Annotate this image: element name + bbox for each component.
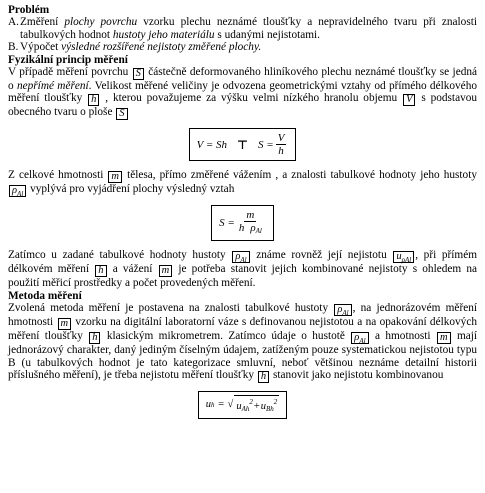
- symbol-rho-al: [334, 304, 351, 316]
- u-glyph: u: [260, 401, 267, 413]
- text-run: , při přímém délkovém měření: [8, 249, 477, 276]
- principle-paragraph-1: [8, 66, 477, 120]
- rho-glyph: ρ: [354, 332, 360, 344]
- u-glyph: u: [236, 401, 242, 413]
- rho-glyph: ρ: [12, 185, 18, 197]
- text-run: stanovit jako nejistotu kombinovanou: [273, 369, 444, 382]
- item-marker: A.: [8, 16, 19, 29]
- principle-paragraph-2: [8, 169, 477, 197]
- fraction-denominator: h: [278, 145, 284, 158]
- text-run: je potřeba stanovit jejich kombinované nejistoty s ohledem na použití měřicí prostředky a počet provedených měření.: [8, 263, 478, 290]
- italic-phrase: výsledné rozšířené nejistoty změřené plochy.: [61, 41, 262, 54]
- symbol-h: h: [258, 371, 269, 383]
- symbol-u-rho: [393, 251, 414, 263]
- symbol-S: S: [133, 68, 144, 80]
- text-run: Zatímco u zadané tabulkové hodnoty hustoty: [8, 249, 226, 262]
- fraction-numerator: m: [246, 209, 255, 222]
- subscript: Al: [240, 256, 247, 265]
- formula-box: [211, 205, 274, 241]
- symbol-rho-al: [9, 185, 26, 197]
- principle-paragraph-3: [8, 249, 477, 289]
- formula-v-eq: V = Sh: [196, 138, 228, 151]
- subscript: Bh: [266, 405, 274, 414]
- subscript: ρAl: [401, 256, 412, 265]
- symbol-h: h: [95, 265, 106, 277]
- formula-s-eq: S =: [258, 138, 274, 151]
- u-glyph: u: [396, 251, 402, 263]
- text-run: Výpočet: [20, 41, 59, 54]
- item-marker: B.: [8, 41, 19, 54]
- text-run: Z celkové hmotnosti: [8, 169, 104, 182]
- text-run: , kterou považujeme za výšku velmi nízkého hranolu objemu: [105, 92, 398, 105]
- text-run: vzorku plechu neznámé tloušťky a nepravidelného tvaru při znalosti tabulkových hodnot: [20, 16, 478, 41]
- text-run: vyplývá pro vyjádření plochy výsledný vztah: [30, 183, 235, 196]
- symbol-h: h: [89, 332, 100, 344]
- symbol-m: m: [159, 265, 173, 277]
- symbol-rho-al: [232, 251, 249, 263]
- symbol-m: m: [108, 171, 122, 183]
- problem-item-b: [8, 41, 477, 53]
- italic-phrase: plochy povrchu: [64, 16, 138, 29]
- den-h: h: [238, 222, 245, 235]
- problem-heading: Problém: [8, 4, 50, 16]
- formula-s-eq: S =: [219, 217, 235, 230]
- equals-sign: =: [217, 399, 225, 411]
- fraction-numerator: V: [277, 132, 285, 145]
- subscript: Al: [255, 227, 262, 236]
- superscript: 2: [273, 398, 278, 407]
- u-glyph: u: [205, 399, 211, 411]
- text-run: V případě měření povrchu: [8, 66, 129, 79]
- text-run: s udanými nejistotami.: [217, 28, 320, 41]
- method-paragraph-1: [8, 302, 477, 383]
- text-run: tělesa, přímo změřené vážením , a znalosti tabulkové hodnoty jeho hustoty: [127, 169, 477, 182]
- text-run: Zvolená metoda měření je postavena na znalosti tabulkové hustoty: [8, 302, 329, 315]
- text-run: mají jednorázový charakter, daný jediným číselným údajem, zatíženým pouze systematickou nejistotou typu B (u tabulkových hodnot je tato kategorizace smluvní, neboť většinou neznáme detailní historii příslušného měření), je třeba nejistotu měření tloušťky: [8, 330, 478, 382]
- formula-area: [8, 205, 477, 241]
- fraction-denominator: [237, 222, 264, 237]
- perpendicular-sign: ⊤: [237, 137, 248, 152]
- formula-volume: [8, 128, 477, 161]
- text-run: Změření: [20, 16, 59, 29]
- method-heading: Metoda měření: [8, 289, 82, 302]
- italic-phrase: hustoty jeho materiálu: [112, 28, 215, 41]
- symbol-m: m: [437, 332, 451, 344]
- den-rho: ρ: [250, 222, 256, 235]
- text-run: známe rovněž její nejistotu: [256, 249, 387, 262]
- text-run: částečně deformovaného hliníkového plechu neznámé tloušťky se jedná o: [8, 66, 478, 93]
- symbol-V: V: [403, 94, 415, 106]
- formula-box: [189, 128, 297, 161]
- symbol-S: S: [116, 108, 127, 120]
- subscript: Al: [359, 337, 366, 346]
- subscript: h: [210, 401, 215, 410]
- rho-glyph: ρ: [337, 304, 343, 316]
- superscript: 2: [249, 398, 253, 407]
- symbol-m: m: [58, 318, 72, 330]
- text-run: s podstavou obecného tvaru o ploše: [8, 92, 478, 119]
- formula-box: [198, 391, 288, 419]
- italic-phrase: nepřímé měření: [16, 80, 89, 93]
- text-run: , na jednorázovém měření hmotnosti: [8, 302, 478, 329]
- item-text: [20, 16, 477, 41]
- problem-item-a: [8, 16, 477, 41]
- rho-glyph: ρ: [235, 251, 241, 263]
- subscript: Al: [17, 190, 24, 199]
- formula-uncertainty: [8, 391, 477, 419]
- text-run: vzorku na digitální laboratorní váze s definovanou nejistotou a na opakování délkových měření tloušťky: [8, 316, 477, 343]
- sqrt-body: [234, 395, 279, 415]
- item-text: [20, 41, 477, 53]
- plus-sign: +: [253, 401, 260, 413]
- text-run: . Velikost měřené veličiny je odvozena geometrickými vztahy od přímého délkového měření tloušťky: [8, 80, 477, 105]
- text-run: klasickým mikrometrem. Zatímco údaje o hustotě: [106, 330, 345, 343]
- fraction: [276, 132, 287, 157]
- principle-heading: Fyzikální princip měření: [8, 53, 128, 66]
- text-run: a hmotnosti: [374, 330, 431, 343]
- subscript: Ah: [241, 405, 250, 414]
- subscript: Al: [342, 309, 349, 318]
- symbol-h: h: [88, 94, 99, 106]
- sqrt-sign: √: [227, 399, 234, 411]
- text-run: a vážení: [112, 263, 153, 276]
- fraction: [237, 209, 264, 237]
- symbol-rho-al: [351, 332, 368, 344]
